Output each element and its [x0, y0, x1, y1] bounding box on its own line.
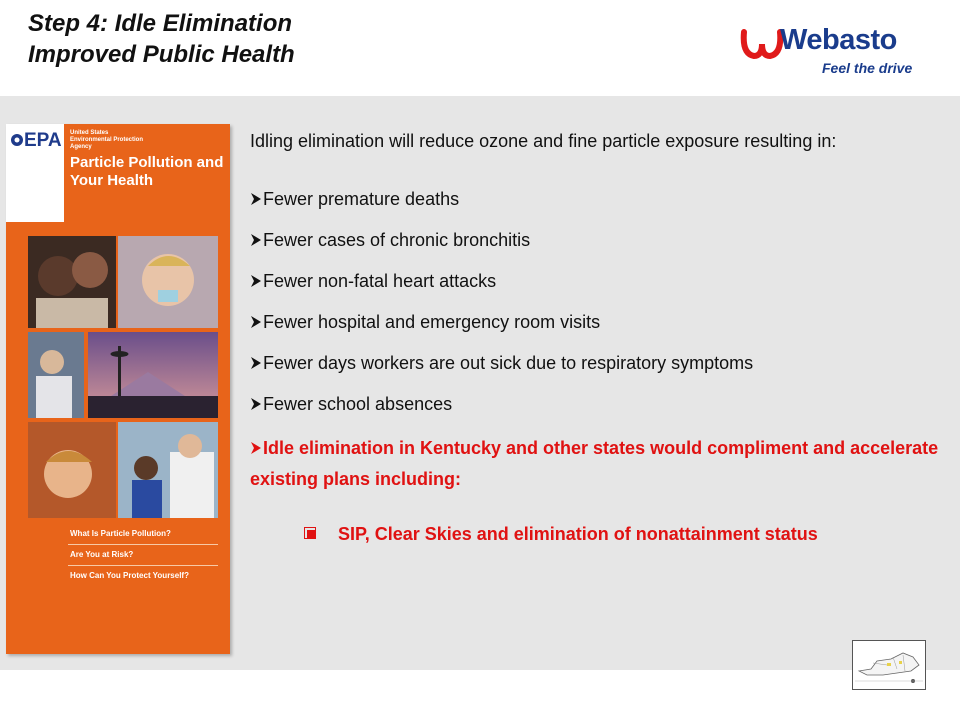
- benefit-list: [250, 187, 940, 416]
- webasto-emblem-icon: [740, 28, 784, 62]
- brochure-question: How Can You Protect Yourself?: [70, 571, 189, 580]
- photo-doctor-patient: [118, 422, 218, 518]
- arrow-bullet-icon: [250, 440, 262, 456]
- slide-body: [250, 126, 940, 548]
- epa-agency-name: [70, 130, 160, 151]
- benefit-item: [250, 187, 940, 211]
- brochure-question: What Is Particle Pollution?: [68, 524, 218, 545]
- benefit-item: [250, 351, 940, 375]
- slide-title-line-1: Step 4: Idle Elimination: [28, 10, 293, 37]
- kentucky-highlight-text: Idle elimination in Kentucky and other states would compliment and accelerate existing plans including:: [250, 438, 939, 489]
- kentucky-map-icon: [852, 640, 926, 690]
- webasto-logo: [740, 22, 920, 82]
- plan-sub-item: [250, 520, 906, 548]
- agency-line: United States: [70, 130, 109, 136]
- photo-elderly-couple: [28, 236, 116, 328]
- kentucky-highlight: [250, 433, 940, 495]
- epa-flower-icon: [10, 133, 24, 147]
- benefit-text: Fewer school absences: [263, 394, 453, 414]
- arrow-bullet-icon: [250, 191, 262, 207]
- photo-tired-man: [28, 332, 84, 418]
- benefit-item: [250, 269, 940, 293]
- agency-line: Environmental Protection: [70, 137, 144, 143]
- slide-title: [28, 8, 295, 70]
- square-bullet-icon: [304, 527, 316, 539]
- agency-line: Agency: [70, 144, 92, 150]
- arrow-bullet-icon: [250, 396, 262, 412]
- benefit-item: [250, 228, 940, 252]
- arrow-bullet-icon: [250, 232, 262, 248]
- benefit-text: Fewer days workers are out sick due to respiratory symptoms: [263, 353, 754, 373]
- logo-wordmark: Webasto: [780, 24, 897, 56]
- photo-city-skyline: [88, 332, 218, 418]
- plan-sub-item-text: SIP, Clear Skies and elimination of nonattainment status: [338, 524, 818, 544]
- logo-tagline: Feel the drive: [822, 60, 913, 76]
- slide-title-line-2: Improved Public Health: [28, 41, 295, 68]
- arrow-bullet-icon: [250, 273, 262, 289]
- brochure-title: Particle Pollution and Your Health: [70, 154, 224, 189]
- epa-logo-area: [6, 124, 64, 222]
- photo-child-inhaler: [118, 236, 218, 328]
- benefit-item: [250, 310, 940, 334]
- epa-logo-text: EPA: [24, 130, 62, 151]
- epa-brochure-cover: [6, 124, 230, 654]
- photo-sick-girl: [28, 422, 116, 518]
- benefit-text: Fewer premature deaths: [263, 189, 460, 209]
- arrow-bullet-icon: [250, 355, 262, 371]
- brochure-questions: [68, 524, 218, 586]
- benefit-item: [250, 392, 940, 416]
- intro-text: Idling elimination will reduce ozone and fine particle exposure resulting in:: [250, 131, 837, 151]
- benefit-text: Fewer hospital and emergency room visits: [263, 312, 601, 332]
- arrow-bullet-icon: [250, 314, 262, 330]
- benefit-text: Fewer non-fatal heart attacks: [263, 271, 497, 291]
- benefit-text: Fewer cases of chronic bronchitis: [263, 230, 531, 250]
- brochure-question: Are You at Risk?: [68, 545, 218, 566]
